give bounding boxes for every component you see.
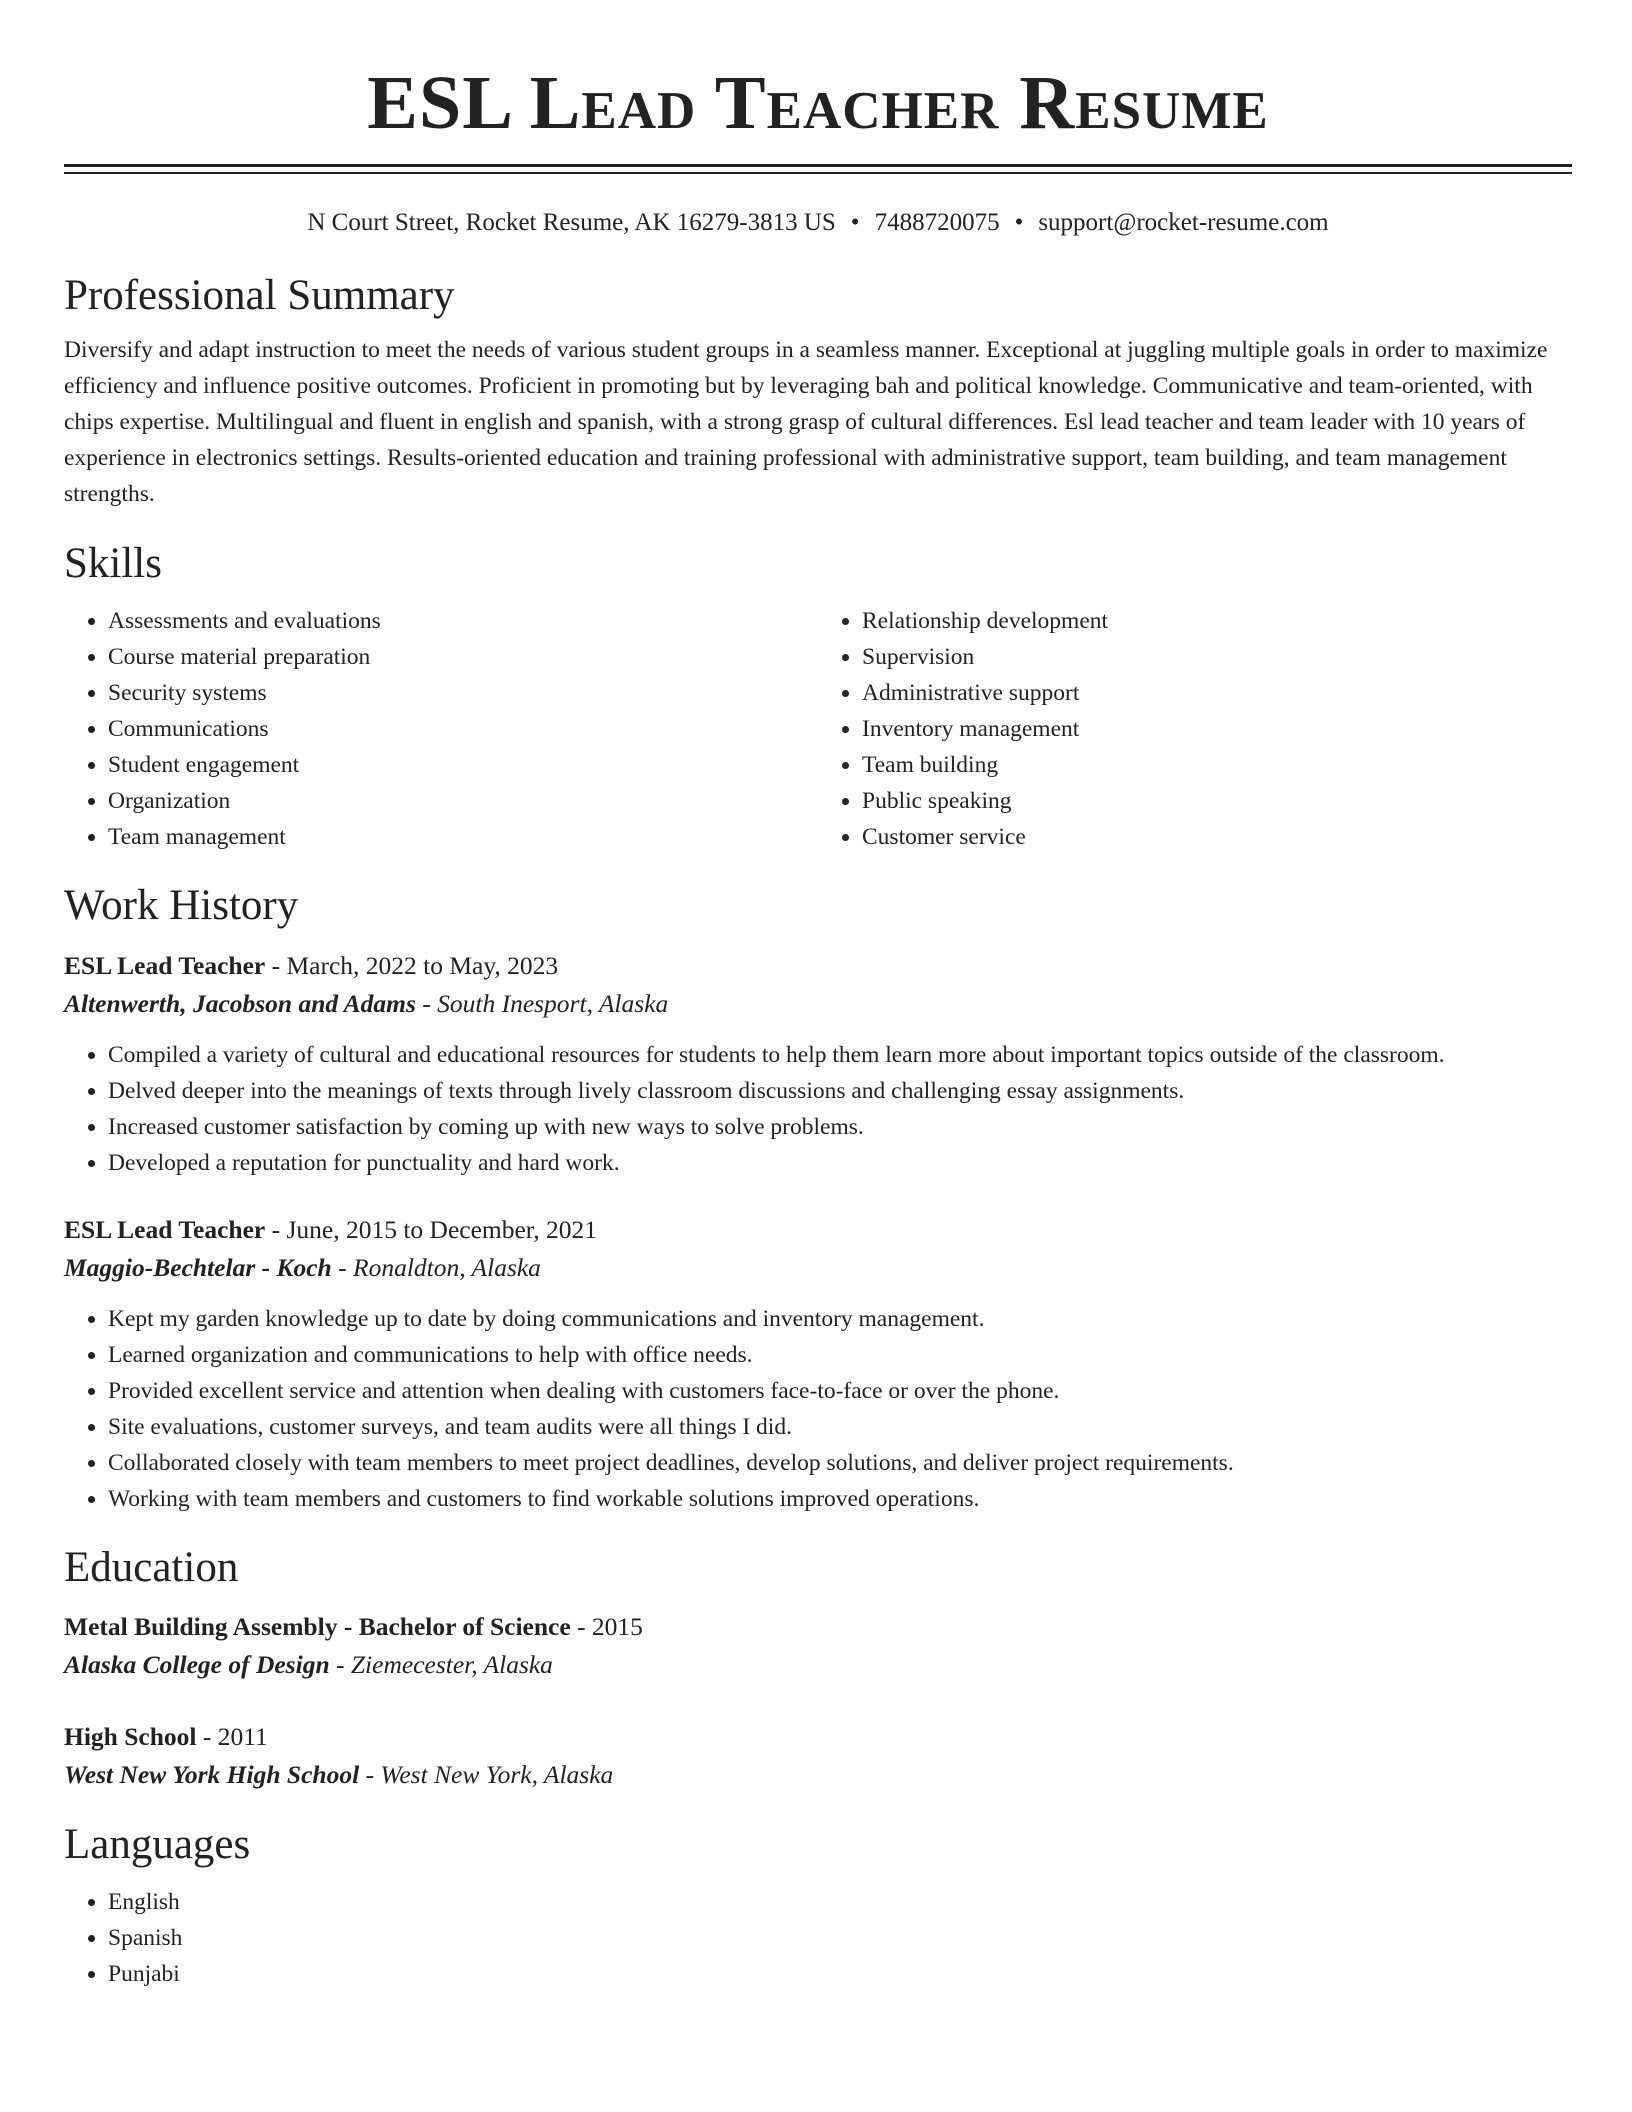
skill-item: • Communications xyxy=(108,711,818,747)
job-title: ESL Lead Teacher xyxy=(64,951,266,980)
school-location: - Ziemecester, Alaska xyxy=(329,1650,553,1679)
skill-item: • Organization xyxy=(108,783,818,819)
skill-item: • Relationship development xyxy=(862,603,1572,639)
degree: Metal Building Assembly - Bachelor of Science xyxy=(64,1612,571,1641)
contact-line xyxy=(64,208,1572,238)
job-duty-item: • Provided excellent service and attention when dealing with customers face-to-face or over the phone. xyxy=(108,1373,1572,1409)
section-heading-languages: Languages xyxy=(64,1821,251,1868)
job-dates: - June, 2015 to December, 2021 xyxy=(265,1215,598,1244)
title-divider-thick xyxy=(64,164,1572,167)
skills-column-right xyxy=(818,603,1572,855)
job-title-line xyxy=(64,1211,1572,1249)
skill-item: • Customer service xyxy=(862,819,1572,855)
job-duty-item: • Site evaluations, customer surveys, and team audits were all things I did. xyxy=(108,1409,1572,1445)
section-heading-skills: Skills xyxy=(64,540,162,587)
education-entry xyxy=(64,1718,1572,1794)
school-name: Alaska College of Design xyxy=(64,1650,330,1679)
job-entry xyxy=(64,947,1572,1181)
section-heading-education: Education xyxy=(64,1544,239,1591)
job-employer-line xyxy=(64,1249,1572,1287)
skill-item: • Team building xyxy=(862,747,1572,783)
job-company: Altenwerth, Jacobson and Adams xyxy=(64,989,416,1018)
job-employer-line xyxy=(64,985,1572,1023)
school-location: - West New York, Alaska xyxy=(359,1760,614,1789)
job-duty-item: • Developed a reputation for punctuality and hard work. xyxy=(108,1145,1572,1181)
address: N Court Street, Rocket Resume, AK 16279-3813 US xyxy=(307,209,836,236)
graduation-year: - 2015 xyxy=(570,1612,643,1641)
skill-item: • Public speaking xyxy=(862,783,1572,819)
job-duty-item: • Increased customer satisfaction by coming up with new ways to solve problems. xyxy=(108,1109,1572,1145)
education-entry xyxy=(64,1608,1572,1684)
language-item: • Punjabi xyxy=(108,1956,1572,1992)
skill-item: • Security systems xyxy=(108,675,818,711)
job-location: - South Inesport, Alaska xyxy=(415,989,669,1018)
phone: 7488720075 xyxy=(874,209,1000,236)
graduation-year: - 2011 xyxy=(196,1722,268,1751)
job-title: ESL Lead Teacher xyxy=(64,1215,266,1244)
job-company: Maggio-Bechtelar - Koch xyxy=(64,1253,332,1282)
email: support@rocket-resume.com xyxy=(1038,209,1329,236)
summary-text: Diversify and adapt instruction to meet the needs of various student groups in a seamless manner. Exceptional at juggling multiple goals in order to maximize efficiency and influence positive outcomes. Proficient in promoting but by leveraging bah and political knowledge. Communicative and team-oriented, with chips expertise. Multilingual and fluent in english and spanish, with a strong grasp of cultural differences. Esl lead teacher and team leader with 10 years of experience in electronics settings. Results-oriented education and training professional with administrative support, team building, and team management strengths. xyxy=(64,337,1548,507)
job-duties xyxy=(64,1301,1572,1517)
job-duty-item: • Learned organization and communications to help with office needs. xyxy=(108,1337,1572,1373)
skills-column-left xyxy=(64,603,818,855)
section-heading-summary: Professional Summary xyxy=(64,272,455,319)
job-duty-item: • Compiled a variety of cultural and educational resources for students to help them learn more about important topics outside of the classroom. xyxy=(108,1037,1572,1073)
skill-item: • Supervision xyxy=(862,639,1572,675)
skill-item: • Team management xyxy=(108,819,818,855)
school-line xyxy=(64,1646,1572,1684)
skill-item: • Assessments and evaluations xyxy=(108,603,818,639)
job-duty-item: • Working with team members and customers to find workable solutions improved operations. xyxy=(108,1481,1572,1517)
skill-item: • Inventory management xyxy=(862,711,1572,747)
skill-item: • Administrative support xyxy=(862,675,1572,711)
separator-dot: • xyxy=(1014,209,1024,236)
language-item: • English xyxy=(108,1884,1572,1920)
job-duties xyxy=(64,1037,1572,1181)
job-dates: - March, 2022 to May, 2023 xyxy=(265,951,559,980)
resume-title: ESL Lead Teacher Resume xyxy=(367,61,1269,145)
school-name: West New York High School xyxy=(64,1760,360,1789)
skill-item: • Student engagement xyxy=(108,747,818,783)
skill-item: • Course material preparation xyxy=(108,639,818,675)
job-entry xyxy=(64,1211,1572,1517)
language-item: • Spanish xyxy=(108,1920,1572,1956)
degree: High School xyxy=(64,1722,197,1751)
separator-dot: • xyxy=(850,209,860,236)
languages-list xyxy=(64,1884,1572,1992)
job-duty-item: • Collaborated closely with team members to meet project deadlines, develop solutions, and deliver project requirements. xyxy=(108,1445,1572,1481)
section-heading-work-history: Work History xyxy=(64,882,299,929)
job-location: - Ronaldton, Alaska xyxy=(331,1253,541,1282)
school-line xyxy=(64,1756,1572,1794)
job-duty-item: • Delved deeper into the meanings of texts through lively classroom discussions and challenging essay assignments. xyxy=(108,1073,1572,1109)
skills-list xyxy=(64,603,1572,855)
degree-line xyxy=(64,1608,1572,1646)
resume-page xyxy=(64,0,1572,1992)
title-divider-thin xyxy=(64,172,1572,174)
job-duty-item: • Kept my garden knowledge up to date by doing communications and inventory management. xyxy=(108,1301,1572,1337)
job-title-line xyxy=(64,947,1572,985)
degree-line xyxy=(64,1718,1572,1756)
